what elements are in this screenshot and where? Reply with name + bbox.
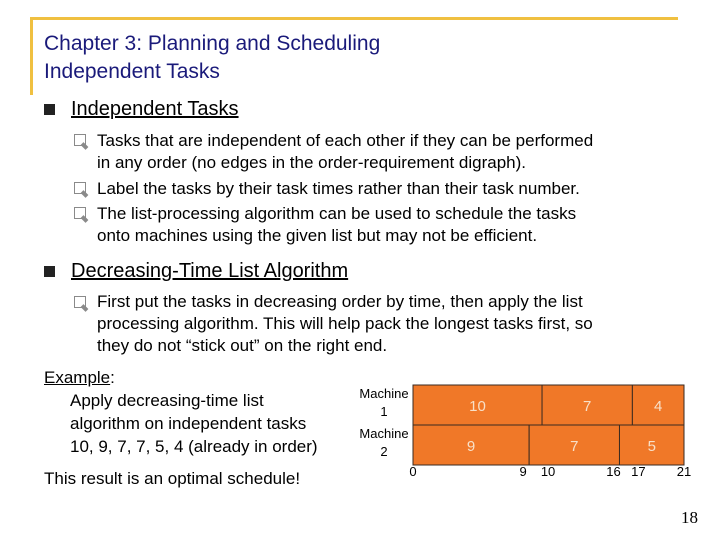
list-item-line: onto machines using the given list but may not be efficient. (97, 226, 538, 245)
result-text: This result is an optimal schedule! (44, 469, 301, 488)
example-line: 10, 9, 7, 7, 5, 4 (already in order) (70, 437, 318, 456)
example-line: Apply decreasing-time list (70, 391, 264, 410)
machine-label: 2 (380, 444, 388, 459)
section-heading-decreasing-time: Decreasing-Time List Algorithm (71, 260, 349, 282)
tick-label: 16 (606, 464, 621, 479)
list-item-line: processing algorithm. This will help pack the longest tasks first, so (97, 314, 593, 333)
tick-label: 17 (631, 464, 646, 479)
example-label: Example (44, 368, 111, 387)
list-item-line: The list-processing algorithm can be used to schedule the tasks (97, 204, 577, 223)
tick-label: 0 (409, 464, 417, 479)
task-label: 5 (647, 438, 656, 455)
list-item-line: Label the tasks by their task times rather than their task number. (97, 179, 580, 198)
list-item-line: in any order (no edges in the order-requirement digraph). (97, 153, 527, 172)
title-line-1: Chapter 3: Planning and Scheduling (44, 32, 381, 55)
machine-label: Machine (359, 386, 409, 401)
section-heading-independent-tasks: Independent Tasks (71, 98, 239, 120)
machine-label: 1 (380, 404, 388, 419)
task-label: 9 (466, 438, 476, 455)
task-label: 4 (654, 398, 663, 415)
page-number: 18 (681, 508, 698, 527)
task-label: 10 (469, 398, 486, 415)
task-label: 7 (583, 398, 592, 415)
task-label: 7 (570, 438, 579, 455)
tick-label: 10 (540, 464, 556, 479)
example-colon: : (110, 368, 115, 387)
tick-label: 21 (676, 464, 692, 479)
list-item-line: First put the tasks in decreasing order by time, then apply the list (97, 292, 583, 311)
tick-label: 9 (519, 464, 527, 479)
example-line: algorithm on independent tasks (70, 414, 307, 433)
machine-label: Machine (359, 426, 409, 441)
list-item-line: Tasks that are independent of each other if they can be performed (97, 131, 594, 150)
title-line-2: Independent Tasks (44, 60, 220, 83)
list-item-line: they do not “stick out” on the right end. (97, 336, 388, 355)
